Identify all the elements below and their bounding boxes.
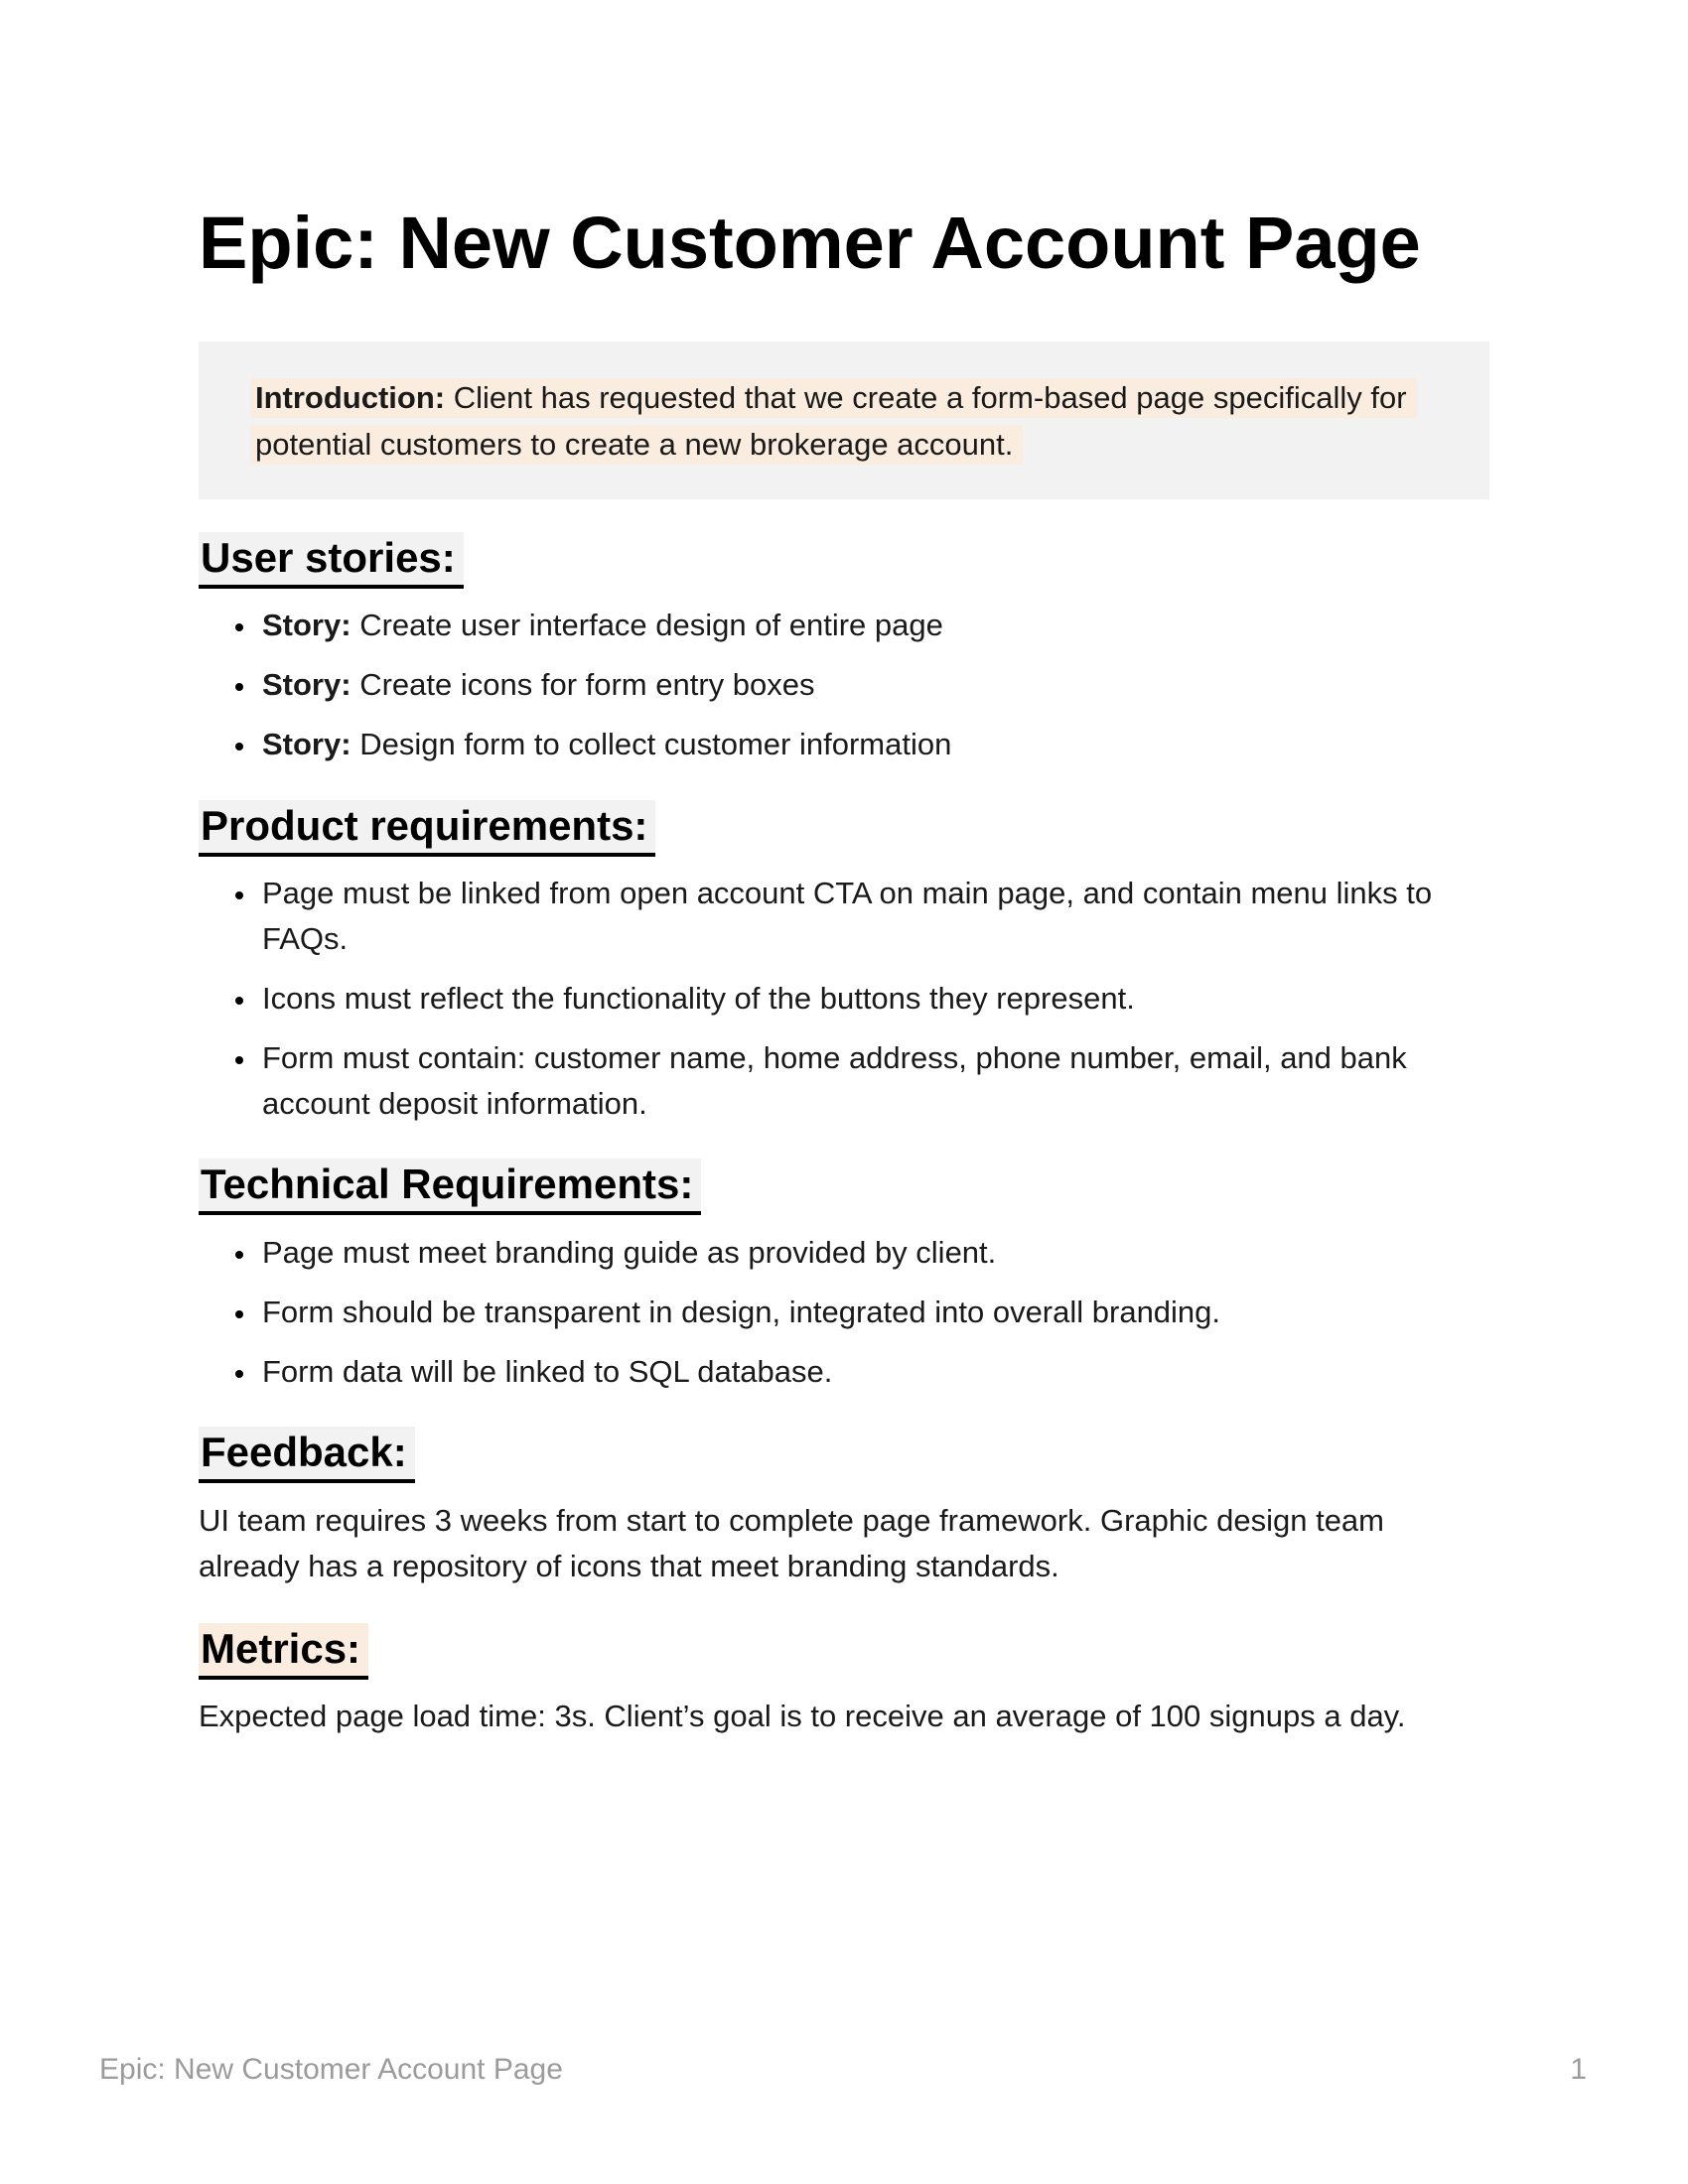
section-feedback [199,1428,1489,1589]
section-user-stories [199,533,1489,767]
list-item [258,1035,1489,1127]
story-text: Design form to collect customer information [359,726,952,761]
introduction-line-1 [251,375,1417,422]
list-item [258,976,1489,1022]
list-item [258,1290,1489,1335]
list-item [258,1349,1489,1395]
product-requirements-list [199,871,1489,1126]
section-product-requirements [199,801,1489,1127]
footer-document-title: Epic: New Customer Account Page [99,2053,563,2086]
list-item [258,722,1489,767]
footer-page-number: 1 [1570,2053,1587,2086]
user-stories-list [199,603,1489,767]
introduction-text-2: potential customers to create a new brokerage account. [251,425,1023,465]
list-item [258,871,1489,962]
introduction-label: Introduction: [255,379,446,415]
story-label: Story: [262,726,352,761]
requirement-text: Form must contain: customer name, home address, phone number, email, and bank account deposit information. [262,1039,1407,1121]
technical-requirements-list [199,1230,1489,1395]
requirement-text: Form data will be linked to SQL database. [262,1353,833,1389]
story-label: Story: [262,666,352,702]
requirement-text: Form should be transparent in design, integrated into overall branding. [262,1294,1221,1329]
page-footer [99,2053,1587,2087]
list-item [258,662,1489,708]
story-text: Create icons for form entry boxes [359,666,815,702]
introduction-line-2 [251,422,1023,469]
document-body [199,0,1489,1740]
requirement-text: Page must meet branding guide as provided by client. [262,1234,997,1270]
page-title: Epic: New Customer Account Page [199,202,1421,284]
feedback-paragraph: UI team requires 3 weeks from start to complete page framework. Graphic design team already has a repository of icons that meet branding standards. [199,1502,1384,1584]
metrics-paragraph: Expected page load time: 3s. Client’s goal is to receive an average of 100 signups a day. [199,1699,1406,1734]
list-item [258,603,1489,648]
story-text: Create user interface design of entire page [359,608,943,643]
section-metrics [199,1624,1489,1740]
heading-technical-requirements: Technical Requirements: [199,1160,1489,1209]
section-technical-requirements [199,1160,1489,1394]
introduction-callout [199,341,1489,499]
heading-metrics: Metrics: [199,1624,1489,1674]
heading-user-stories: User stories: [199,533,1489,583]
requirement-text: Icons must reflect the functionality of the buttons they represent. [262,980,1135,1016]
heading-feedback: Feedback: [199,1428,1489,1477]
list-item [258,1230,1489,1276]
requirement-text: Page must be linked from open account CTA on main page, and contain menu links to FAQs. [262,876,1433,956]
introduction-text-1: Client has requested that we create a form-based page specifically for [453,379,1407,415]
heading-product-requirements: Product requirements: [199,801,1489,851]
story-label: Story: [262,608,352,643]
